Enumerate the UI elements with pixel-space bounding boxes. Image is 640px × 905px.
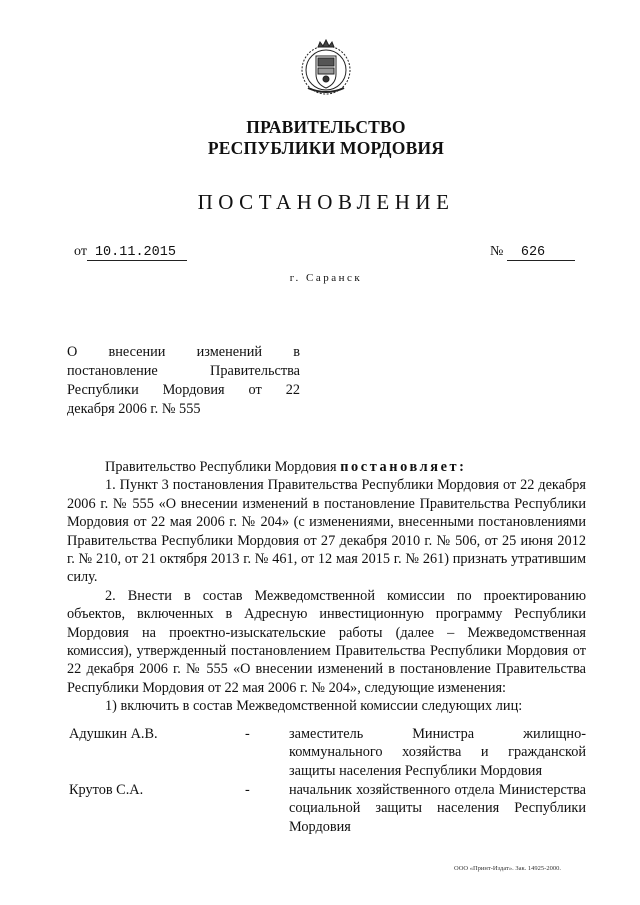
subject-line: О внесении изменений в [67,344,300,360]
date-value: 10.11.2015 [87,246,187,261]
city-label: г. Саранск [289,272,363,284]
number-prefix: № [490,244,504,259]
organization-name-line2: РЕСПУБЛИКИ МОРДОВИЯ [207,138,445,158]
document-subject [67,343,300,419]
date-prefix: от [74,244,87,259]
date-field [74,244,187,261]
subject-line: Республики Мордовия от 22 [67,382,300,398]
number-value: 626 [507,246,575,261]
subject-line: декабря 2006 г. № 555 [67,401,201,417]
intro-paragraph [67,458,586,476]
member-role: начальник хозяйственного отдела Министерства социальной защиты населения Республики Мордовия [289,782,586,835]
document-type-title: ПОСТАНОВЛЕНИЕ [197,190,455,214]
member-entry [67,725,586,780]
paragraph-1: 1. Пункт 3 постановления Правительства Республики Мордовия от 22 декабря 2006 г. № 555 «О внесении изменений в постановление Правительства Республики Мордовия от 22 мая 2006 г. № 204» (с изменениями, внесенными постановлениями Правительства Республики Мордовия от 27 декабря 2010 г. № 506, от 25 июня 2012 г. № 210, от 21 октября 2013 г. № 461, от 12 мая 2015 г. № 261) признать утратившим силу. [67,477,586,586]
intro-decree-word: постановляет: [340,459,467,475]
member-dash: - [245,782,250,798]
print-note: ООО «Принт-Издат». Зак. 14925-2000. [454,865,561,872]
paragraph-2: 2. Внести в состав Межведомственной комиссии по проектированию объектов, включенных в Адресную инвестиционную программу Республики Мордовия на проектно-изыскательские работы (далее – Межведомственная комиссия), утвержденный постановлением Правительства Республики Мордовия от 22 декабря 2006 г. № 555 «О внесении изменений в постановление Правительства Республики Мордовия от 22 мая 2006 г. № 204», следующие изменения: [67,587,586,696]
member-name: Адушкин А.В. [69,726,158,742]
intro-text: Правительство Республики Мордовия [105,459,341,475]
subject-line: постановление Правительства [67,363,300,379]
paragraph-3: 1) включить в состав Межведомственной комиссии следующих лиц: [105,698,523,715]
document-body [67,458,586,716]
organization-name-line1: ПРАВИТЕЛЬСТВО [246,117,406,137]
number-field [490,244,575,261]
republic-of-mordovia-coat-of-arms-icon [296,38,356,98]
member-entry [67,781,586,836]
member-role: заместитель Министра жилищно-коммунального хозяйства и гражданской защиты населения Республики Мордовия [289,726,586,779]
member-dash: - [245,726,250,742]
member-name: Крутов С.А. [69,782,144,798]
